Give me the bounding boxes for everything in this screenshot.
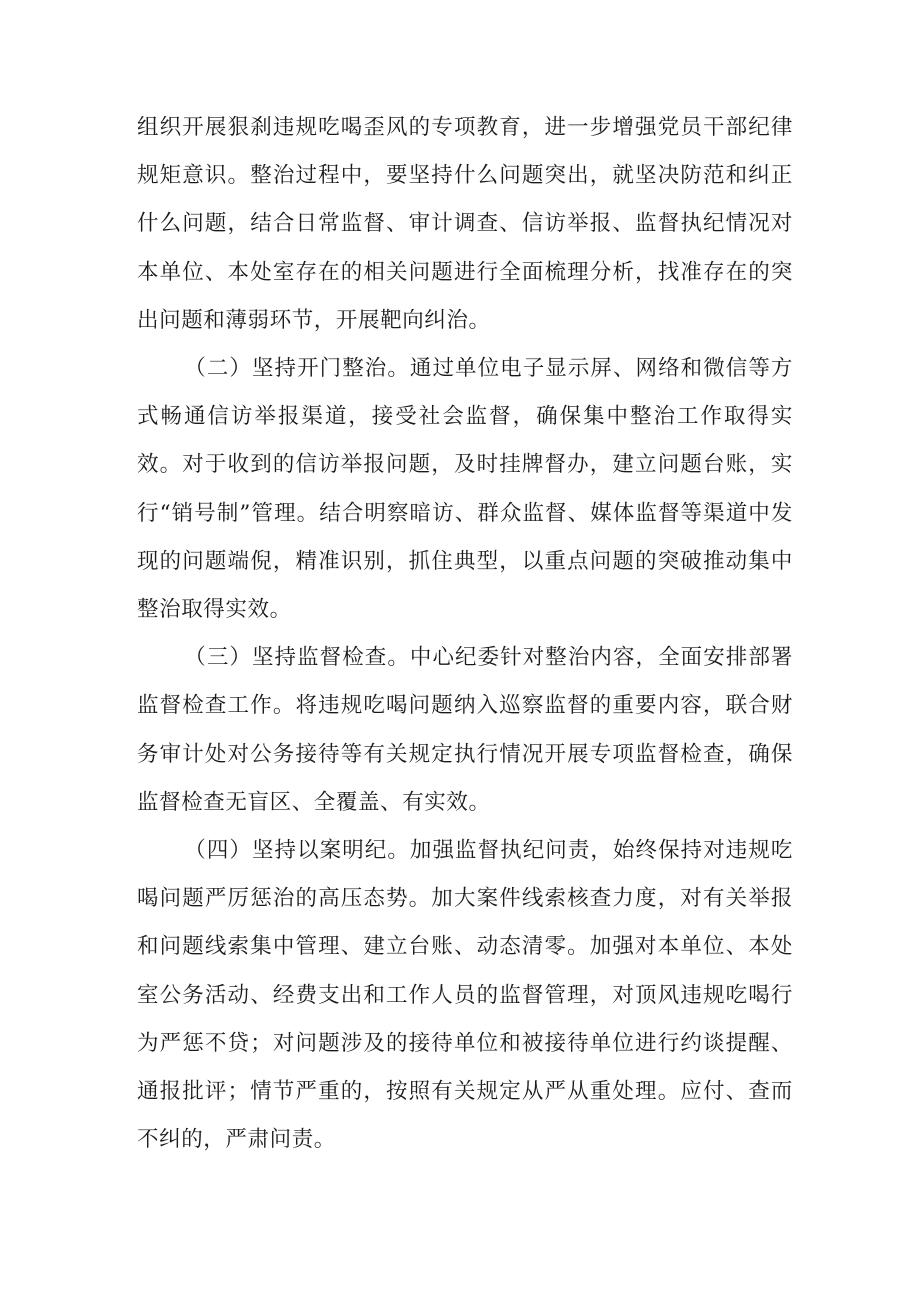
body-paragraph-case-discipline: （四）坚持以案明纪。加强监督执纪问责，始终保持对违规吃喝问题严厉惩治的高压态势。加大案件线索核查力度，对有关举报和问题线索集中管理、建立台账、动态清零。加强对本单位、本处室公务活动、经费支出和工作人员的监督管理，对顶风违规吃喝行为严惩不贷；对问题涉及的接待单位和被接待单位进行约谈提醒、通报批评；情节严重的，按照有关规定从严从重处理。应付、查而不纠的，严肃问责。 [137,838,793,1153]
body-paragraph-supervision-inspection: （三）坚持监督检查。中心纪委针对整治内容，全面安排部署监督检查工作。将违规吃喝问题纳入巡察监督的重要内容，联合财务审计处对公务接待等有关规定执行情况开展专项监督检查，确保监督检查无盲区、全覆盖、有实效。 [137,645,793,815]
body-paragraph-continued: 组织开展狠刹违规吃喝歪风的专项教育，进一步增强党员干部纪律规矩意识。整治过程中，要坚持什么问题突出，就坚决防范和纠正什么问题，结合日常监督、审计调查、信访举报、监督执纪情况对本单位、本处室存在的相关问题进行全面梳理分析，找准存在的突出问题和薄弱环节，开展靶向纠治。 [137,115,793,333]
document-page [137,104,793,1164]
body-paragraph-open-rectification: （二）坚持开门整治。通过单位电子显示屏、网络和微信等方式畅通信访举报渠道，接受社会监督，确保集中整治工作取得实效。对于收到的信访举报问题，及时挂牌督办，建立问题台账，实行“销号制”管理。结合明察暗访、群众监督、媒体监督等渠道中发现的问题端倪，精准识别，抓住典型，以重点问题的突破推动集中整治取得实效。 [137,356,793,623]
